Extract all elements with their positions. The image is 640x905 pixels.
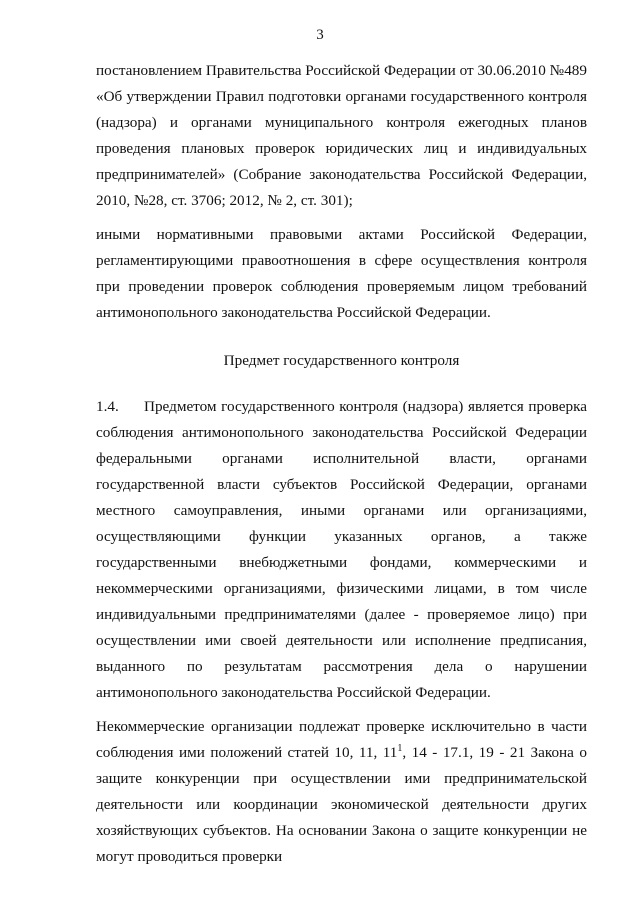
clause-text: Предметом государственного контроля (надзора) является проверка соблюдения антимонопольного законодательства Российской Федерации федеральными органами исполнительной власти, органами государственной власти субъектов Российской Федерации, органами местного самоуправления, иными органами или организациями, осуществляющими функции указанных органов, а также государственными внебюджетными фондами, коммерческими и некоммерческими организациями, физическими лицами, в том числе индивидуальными предпринимателями (далее - проверяемое лицо) при осуществлении ими своей деятельности или исполнение предписания, выданного по результатам рассмотрения дела о нарушении антимонопольного законодательства Российской Федерации. bbox=[96, 398, 587, 701]
paragraph-other-acts-text: иными нормативными правовыми актами Российской Федерации, регламентирующими правоотношения в сфере осуществления контроля при проведении проверок соблюдения проверяемым лицом требований антимонопольного законодательства Российской Федерации. bbox=[96, 226, 587, 321]
section-title: Предмет государственного контроля bbox=[223, 352, 460, 369]
document-body bbox=[96, 58, 587, 870]
spacer bbox=[96, 706, 587, 714]
paragraph-noncommercial-text-a: Некоммерческие организации подлежат проверке исключительно в части соблюдения ими положений статей 10, 11, 11 bbox=[96, 718, 587, 761]
paragraph-noncommercial bbox=[96, 714, 587, 870]
superscript: 1 bbox=[397, 742, 403, 754]
paragraph-noncommercial-text-b: , 14 - 17.1, 19 - 21 Закона о защите конкуренции при осуществлении ими предпринимательской деятельности или координации экономической деятельности других хозяйствующих субъектов. На основании Закона о защите конкуренции не могут проводиться проверки bbox=[96, 744, 587, 865]
paragraph-continuation bbox=[96, 58, 587, 214]
paragraph-other-acts bbox=[96, 222, 587, 326]
spacer bbox=[96, 214, 587, 222]
clause-1-4 bbox=[96, 394, 587, 706]
page-number: 3 bbox=[316, 27, 324, 43]
spacer bbox=[96, 374, 587, 394]
spacer bbox=[96, 326, 587, 348]
paragraph-continuation-text: постановлением Правительства Российской Федерации от 30.06.2010 №489 «Об утверждении Правил подготовки органами государственного контроля (надзора) и органами муниципального контроля ежегодных планов проведения плановых проверок юридических лиц и индивидуальных предпринимателей» (Собрание законодательства Российской Федерации, 2010, №28, ст. 3706; 2012, № 2, ст. 301); bbox=[96, 62, 587, 209]
clause-number: 1.4. bbox=[96, 398, 119, 415]
